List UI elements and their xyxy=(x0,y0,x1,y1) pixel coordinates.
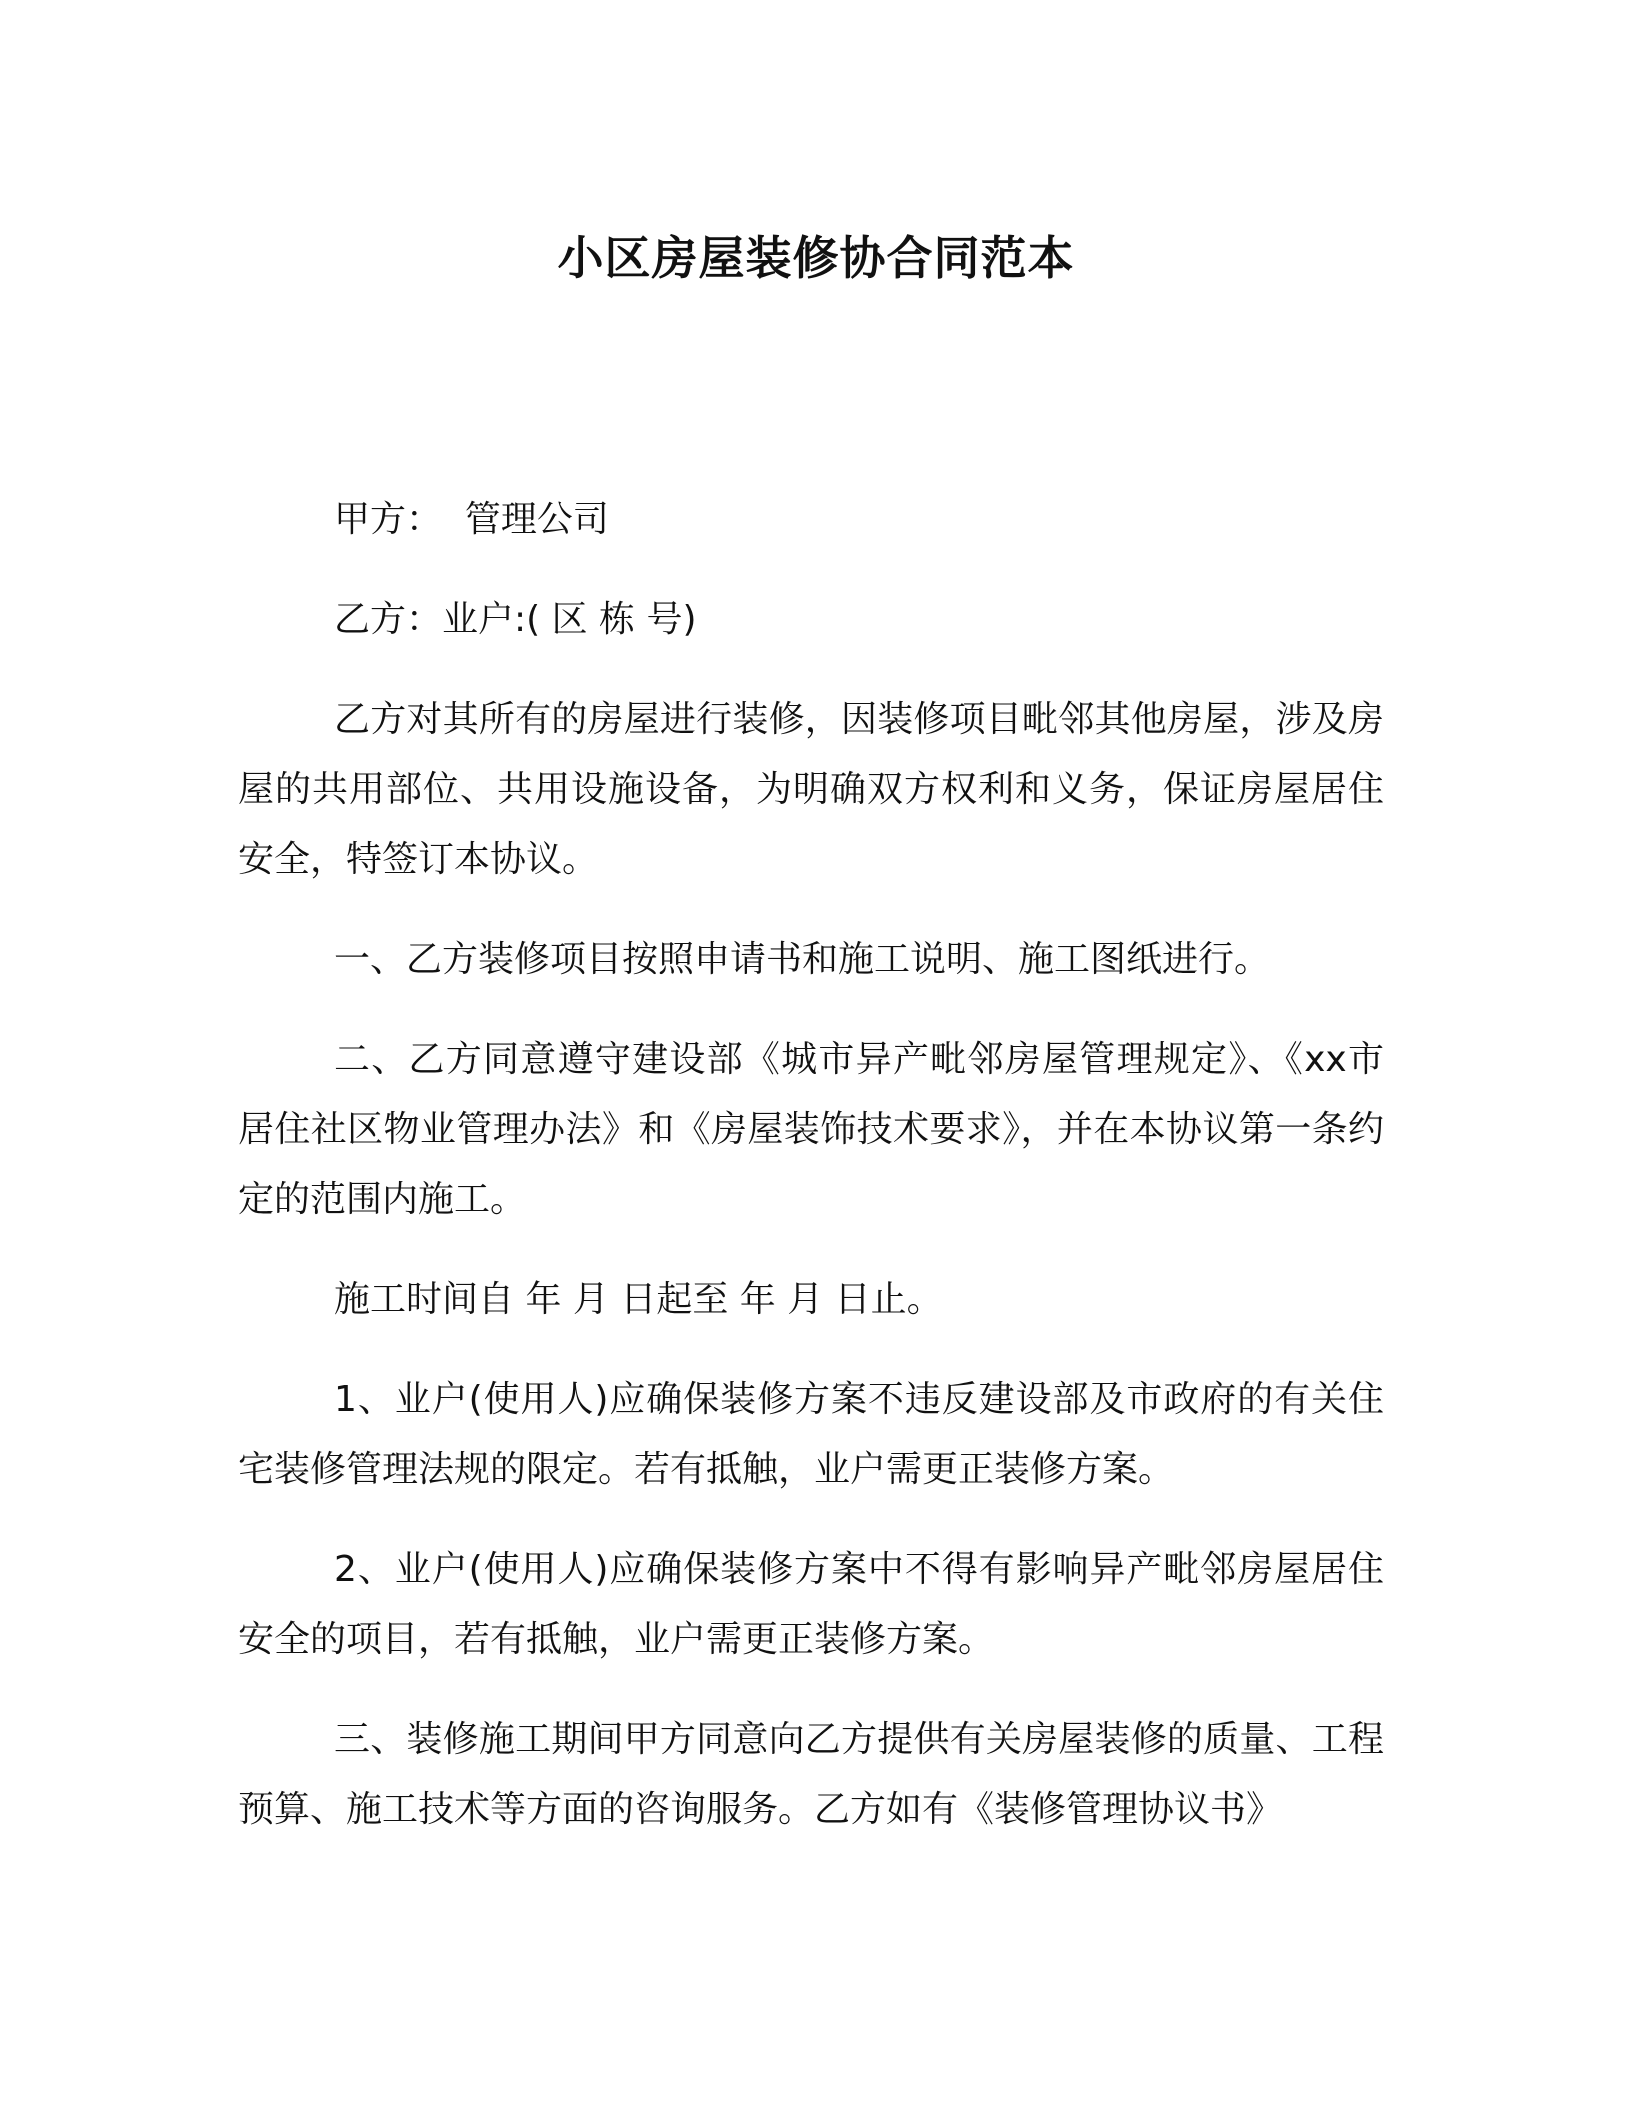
document-body xyxy=(238,485,1384,1875)
clause-3-paragraph: 三、装修施工期间甲方同意向乙方提供有关房屋装修的质量、工程预算、施工技术等方面的咨询服务。乙方如有《装修管理协议书》 xyxy=(238,1719,1384,1830)
construction-period-paragraph: 施工时间自 年 月 日起至 年 月 日止。 xyxy=(334,1279,943,1320)
document-title: 小区房屋装修协合同范本 xyxy=(557,231,1075,285)
party-a-line: 甲方： 管理公司 xyxy=(334,499,609,540)
clause-2-paragraph: 二、乙方同意遵守建设部《城市异产毗邻房屋管理规定》、《xx市居住社区物业管理办法》和《房屋装饰技术要求》，并在本协议第一条约定的范围内施工。 xyxy=(238,1039,1384,1220)
intro-paragraph: 乙方对其所有的房屋进行装修，因装修项目毗邻其他房屋，涉及房屋的共用部位、共用设施设备，为明确双方权利和义务，保证房屋居住安全，特签订本协议。 xyxy=(238,699,1384,880)
item-1-paragraph: 1、业户(使用人)应确保装修方案不违反建设部及市政府的有关住宅装修管理法规的限定。若有抵触，业户需更正装修方案。 xyxy=(238,1379,1384,1490)
clause-1-paragraph: 一、乙方装修项目按照申请书和施工说明、施工图纸进行。 xyxy=(334,939,1271,980)
item-2-paragraph: 2、业户(使用人)应确保装修方案中不得有影响异产毗邻房屋居住安全的项目，若有抵触，业户需更正装修方案。 xyxy=(238,1549,1384,1660)
party-b-line: 乙方：业户:( 区 栋 号) xyxy=(334,599,697,640)
